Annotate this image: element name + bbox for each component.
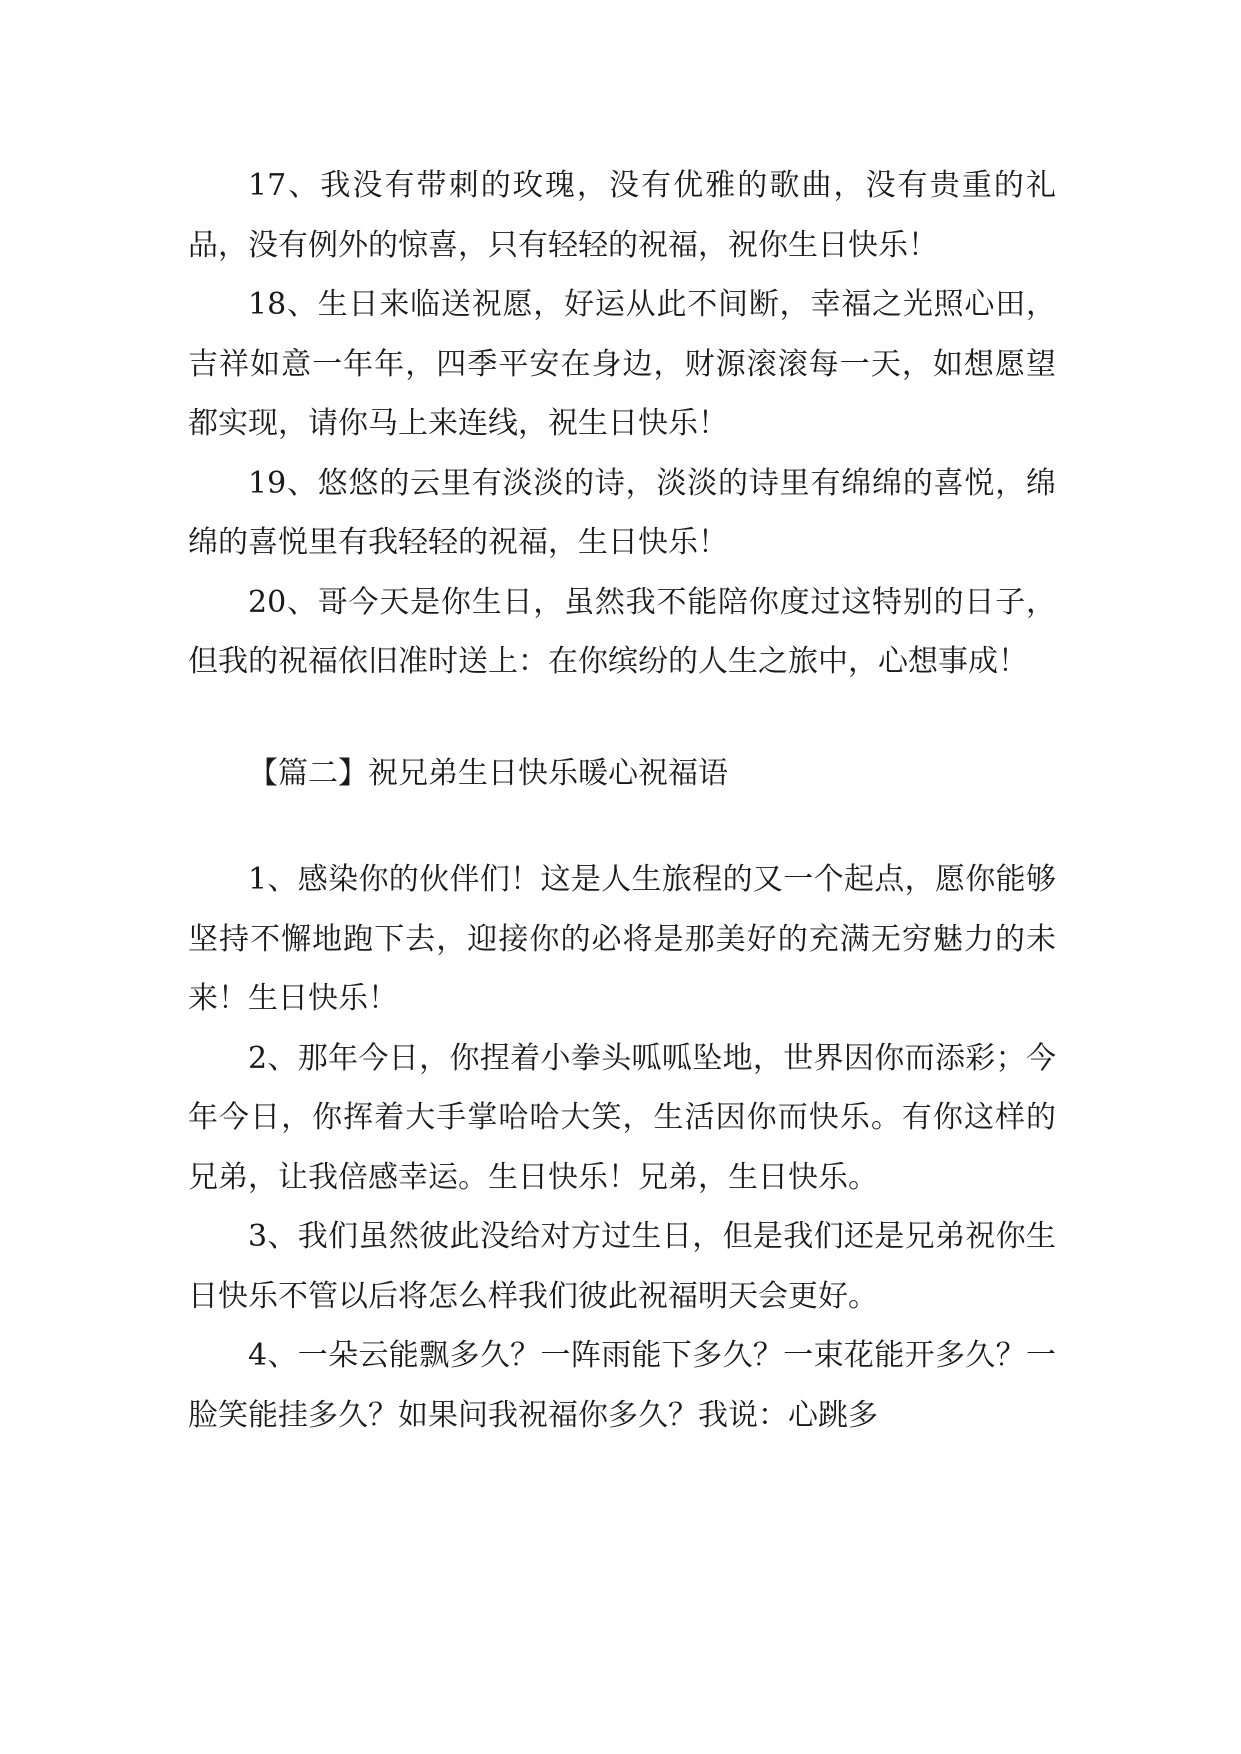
paragraph-20: 20、哥今天是你生日，虽然我不能陪你度过这特别的日子，但我的祝福依旧准时送上：在你缤纷的人生之旅中，心想事成！ [188, 584, 1056, 679]
paragraph-2: 2、那年今日，你捏着小拳头呱呱坠地，世界因你而添彩；今年今日，你挥着大手掌哈哈大笑，生活因你而快乐。有你这样的兄弟，让我倍感幸运。生日快乐！兄弟，生日快乐。 [188, 1040, 1056, 1195]
section-title: 【篇二】祝兄弟生日快乐暖心祝福语 [248, 755, 728, 791]
paragraph-3: 3、我们虽然彼此没给对方过生日，但是我们还是兄弟祝你生日快乐不管以后将怎么样我们彼此祝福明天会更好。 [188, 1219, 1056, 1314]
document-body [188, 156, 1056, 1445]
paragraph-4: 4、一朵云能飘多久？一阵雨能下多久？一束花能开多久？一脸笑能挂多久？如果问我祝福你多久？我说：心跳多 [188, 1338, 1056, 1433]
paragraph-17: 17、我没有带刺的玫瑰，没有优雅的歌曲，没有贵重的礼品，没有例外的惊喜，只有轻轻的祝福，祝你生日快乐！ [188, 168, 1056, 263]
paragraph-18: 18、生日来临送祝愿，好运从此不间断，幸福之光照心田，吉祥如意一年年，四季平安在身边，财源滚滚每一天，如想愿望都实现，请你马上来连线，祝生日快乐！ [188, 287, 1056, 441]
paragraph-1: 1、感染你的伙伴们！这是人生旅程的又一个起点，愿你能够坚持不懈地跑下去，迎接你的必将是那美好的充满无穷魅力的未来！生日快乐！ [188, 862, 1056, 1016]
paragraph-19: 19、悠悠的云里有淡淡的诗，淡淡的诗里有绵绵的喜悦，绵绵的喜悦里有我轻轻的祝福，生日快乐！ [188, 465, 1056, 560]
